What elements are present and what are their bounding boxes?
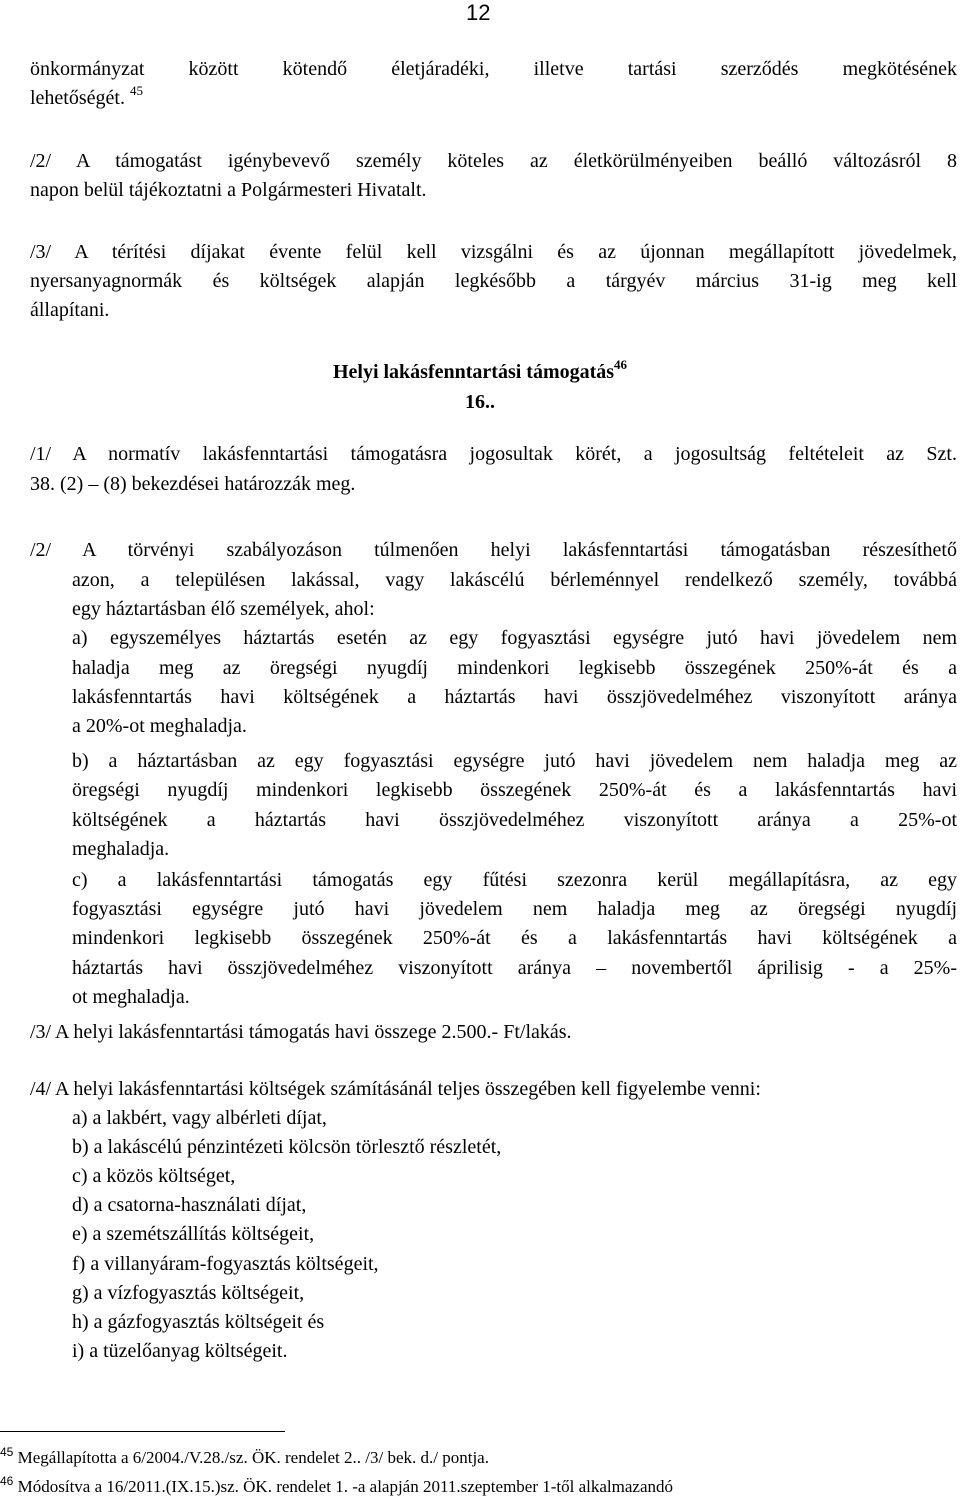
text-line: /3/ A térítési díjakat évente felül kell vizsgálni és az újonnan megállapított jövedelmek, xyxy=(30,241,957,263)
text-line: egy háztartásban élő személyek, ahol: xyxy=(72,598,375,620)
page-number: 12 xyxy=(466,0,491,25)
footnote-ref: 46 xyxy=(614,357,628,372)
text-line: i) a tüzelőanyag költségeit. xyxy=(72,1340,288,1362)
text-line: a) a lakbért, vagy albérleti díjat, xyxy=(72,1107,327,1129)
text-line: ot meghaladja. xyxy=(72,986,190,1008)
text-line: 38. (2) – (8) bekezdései határozzák meg. xyxy=(30,473,356,495)
text-line: öregségi nyugdíj mindenkori legkisebb összegének 250%-át és a lakásfenntartás havi xyxy=(72,779,957,801)
text-line: b) a háztartásban az egy fogyasztási egységre jutó havi jövedelem nem haladja meg az xyxy=(72,750,957,772)
footnote-ref: 45 xyxy=(129,83,143,98)
text-line: állapítani. xyxy=(30,299,110,321)
text-line: c) a közös költséget, xyxy=(72,1165,236,1187)
text-line: napon belül tájékoztatni a Polgármesteri Hivatalt. xyxy=(30,179,427,201)
text-line: meghaladja. xyxy=(72,838,170,860)
text-line: nyersanyagnormák és költségek alapján legkésőbb a tárgyév március 31-ig meg kell xyxy=(30,270,957,292)
text-line: lakásfenntartás havi költségének a háztartás havi összjövedelméhez viszonyított aránya xyxy=(72,686,957,708)
section-number: 16.. xyxy=(465,391,495,413)
text-line: /1/ A normatív lakásfenntartási támogatásra jogosultak körét, a jogosultság feltételeit az Szt. xyxy=(30,443,957,465)
text-line: fogyasztási egységre jutó havi jövedelem nem haladja meg az öregségi nyugdíj xyxy=(72,898,957,920)
footnote-rule xyxy=(0,1431,285,1432)
text-line: b) a lakáscélú pénzintézeti kölcsön törlesztő részletét, xyxy=(72,1136,502,1158)
text-line: mindenkori legkisebb összegének 250%-át és a lakásfenntartás havi költségének a xyxy=(72,927,957,949)
text-line: a 20%-ot meghaladja. xyxy=(72,715,247,737)
text-line: költségének a háztartás havi összjövedelméhez viszonyított aránya a 25%-ot xyxy=(72,809,957,831)
text-line: c) a lakásfenntartási támogatás egy fűtési szezonra kerül megállapításra, az egy xyxy=(72,869,957,891)
text-line: önkormányzat között kötendő életjáradéki, illetve tartási szerződés megkötésének xyxy=(30,58,957,80)
text-line: f) a villanyáram-fogyasztás költségeit, xyxy=(72,1253,379,1275)
text-line: lehetőségét. $^{45}$ xyxy=(30,83,143,109)
text-line: azon, a településen lakással, vagy lakáscélú bérleménnyel rendelkező személy, továbbá xyxy=(72,569,957,591)
text-line: /2/ A törvényi szabályozáson túlmenően helyi lakásfenntartási támogatásban részesíthető xyxy=(30,539,957,561)
footnote-46: $^{46}$ Módosítva a 16/2011.(IX.15.)sz. ÖK. rendelet 1. -a alapján 2011.szeptember 1-től alkalmazandó xyxy=(0,1474,674,1496)
section-heading: Helyi lakásfenntartási támogatás$^{46}$ xyxy=(332,357,628,383)
text-line: g) a vízfogyasztás költségeit, xyxy=(72,1282,305,1304)
text-line: /3/ A helyi lakásfenntartási támogatás havi összege 2.500.- Ft/lakás. xyxy=(30,1021,572,1043)
text-line: d) a csatorna-használati díjat, xyxy=(72,1194,307,1216)
text-line: /2/ A támogatást igénybevevő személy köteles az életkörülményeiben beálló változásról 8 xyxy=(30,150,957,172)
text-line: h) a gázfogyasztás költségeit és xyxy=(72,1311,325,1333)
text-line: e) a szemétszállítás költségeit, xyxy=(72,1223,315,1245)
footnote-45: $^{45}$ Megállapította a 6/2004./V.28./sz. ÖK. rendelet 2.. /3/ bek. d./ pontja. xyxy=(0,1445,489,1467)
text-line: haladja meg az öregségi nyugdíj mindenkori legkisebb összegének 250%-át és a xyxy=(72,657,957,679)
text-line: háztartás havi összjövedelméhez viszonyított aránya – novembertől áprilisig - a 25%- xyxy=(72,957,957,979)
text-line: /4/ A helyi lakásfenntartási költségek számításánál teljes összegében kell figyelembe venni: xyxy=(30,1078,761,1100)
text-line: a) egyszemélyes háztartás esetén az egy fogyasztási egységre jutó havi jövedelem nem xyxy=(72,627,957,649)
